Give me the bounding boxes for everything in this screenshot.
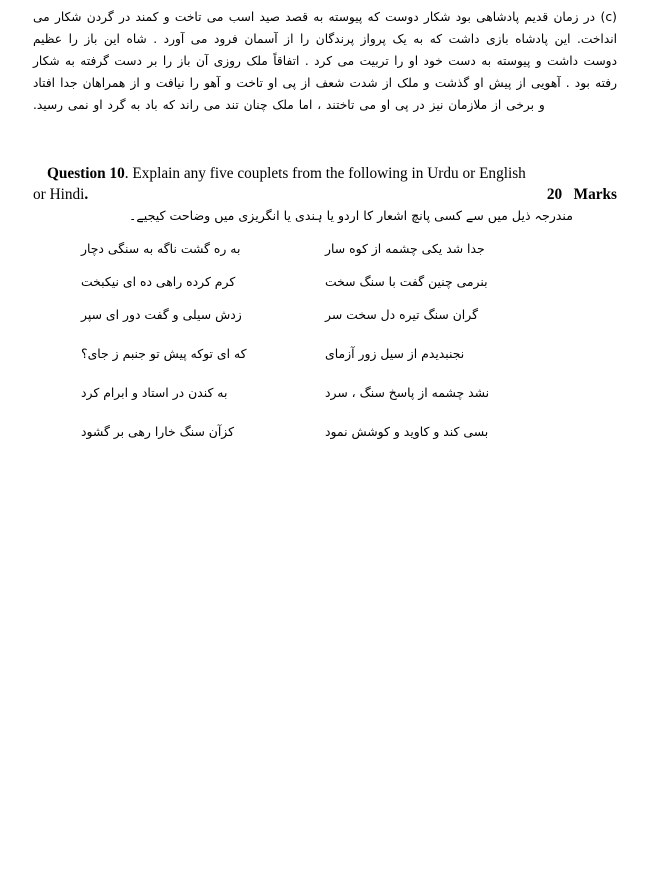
couplet-row xyxy=(33,422,617,455)
couplet-hemistich-second: که ای توکه پیش تو جنبم ز جای؟ xyxy=(81,346,247,361)
couplet-hemistich-first: نجنبدیدم از سیل زور آزمای xyxy=(325,346,465,361)
couplet-hemistich-second: کرم کرده راهی ده ای نیکبخت xyxy=(81,274,236,289)
couplet-hemistich-first: بسی کند و کاوید و کوشش نمود xyxy=(325,424,489,439)
couplet-hemistich-first: بنرمی چنین گفت با سنگ سخت xyxy=(325,274,488,289)
question-10-block xyxy=(33,163,617,205)
couplet-hemistich-second: زدش سیلی و گفت دور ای سپر xyxy=(81,307,242,322)
couplet-row xyxy=(33,344,617,383)
couplet-row xyxy=(33,239,617,272)
passage-part-c: (c) در زمان قدیم پادشاهی بود شکار دوست که پیوسته به قصد صید اسب می تاخت و کمند در گردن شکار می انداخت. این پادشاه بازی داشت که به یک پرواز پرندگان را از آسمان فرود می آورد . شاه این باز را عظیم دوست داشت و پیوسته به دست خود او را تربیت می کرد . اتفاقاً ملک روزی آن باز را بر دست گرفته به شکار رفته بود . آهویی از پیش او گذشت و ملک از شدت شعف از پی او تاخت و آهو را نیافت و از همراهان جدا افتاد و برخی از ملازمان نیز در پی او می تاختند ، اما ملک چنان تند می راند که باد به گرد او نمی رسید. xyxy=(33,10,617,112)
question-number-label: Question 10 xyxy=(47,165,125,182)
marks-label: 20 Marks xyxy=(546,186,617,203)
couplet-row xyxy=(33,272,617,305)
couplet-hemistich-second: به ره گشت ناگه به سنگی دچار xyxy=(81,241,241,256)
question-prompt-text-1: Explain any five couplets from the following in Urdu or English xyxy=(128,165,526,182)
couplet-row xyxy=(33,305,617,344)
couplet-hemistich-first: گران سنگ تیره دل سخت سر xyxy=(325,307,478,322)
couplets-list xyxy=(33,239,617,455)
couplet-hemistich-second: کزآن سنگ خارا رهی بر گشود xyxy=(81,424,235,439)
couplet-hemistich-first: نشد چشمه از پاسخ سنگ ، سرد xyxy=(325,385,490,400)
couplet-hemistich-first: جدا شد یکی چشمه از کوه سار xyxy=(325,241,485,256)
urdu-instruction-line: مندرجہ ذیل میں سے کسی پانچ اشعار کا اردو یا ہندی یا انگریزی میں وضاحت کیجیے۔ xyxy=(129,208,573,223)
couplet-row xyxy=(33,383,617,422)
question-prompt-text-2: or Hindi xyxy=(33,186,85,203)
question-number-period: . xyxy=(124,165,129,182)
question-prompt-period: . xyxy=(84,186,89,203)
couplet-hemistich-second: به کندن در استاد و ابرام کرد xyxy=(81,385,228,400)
question-10-prompt-line-1 xyxy=(33,163,617,184)
question-10-prompt-line-2 xyxy=(33,184,617,205)
